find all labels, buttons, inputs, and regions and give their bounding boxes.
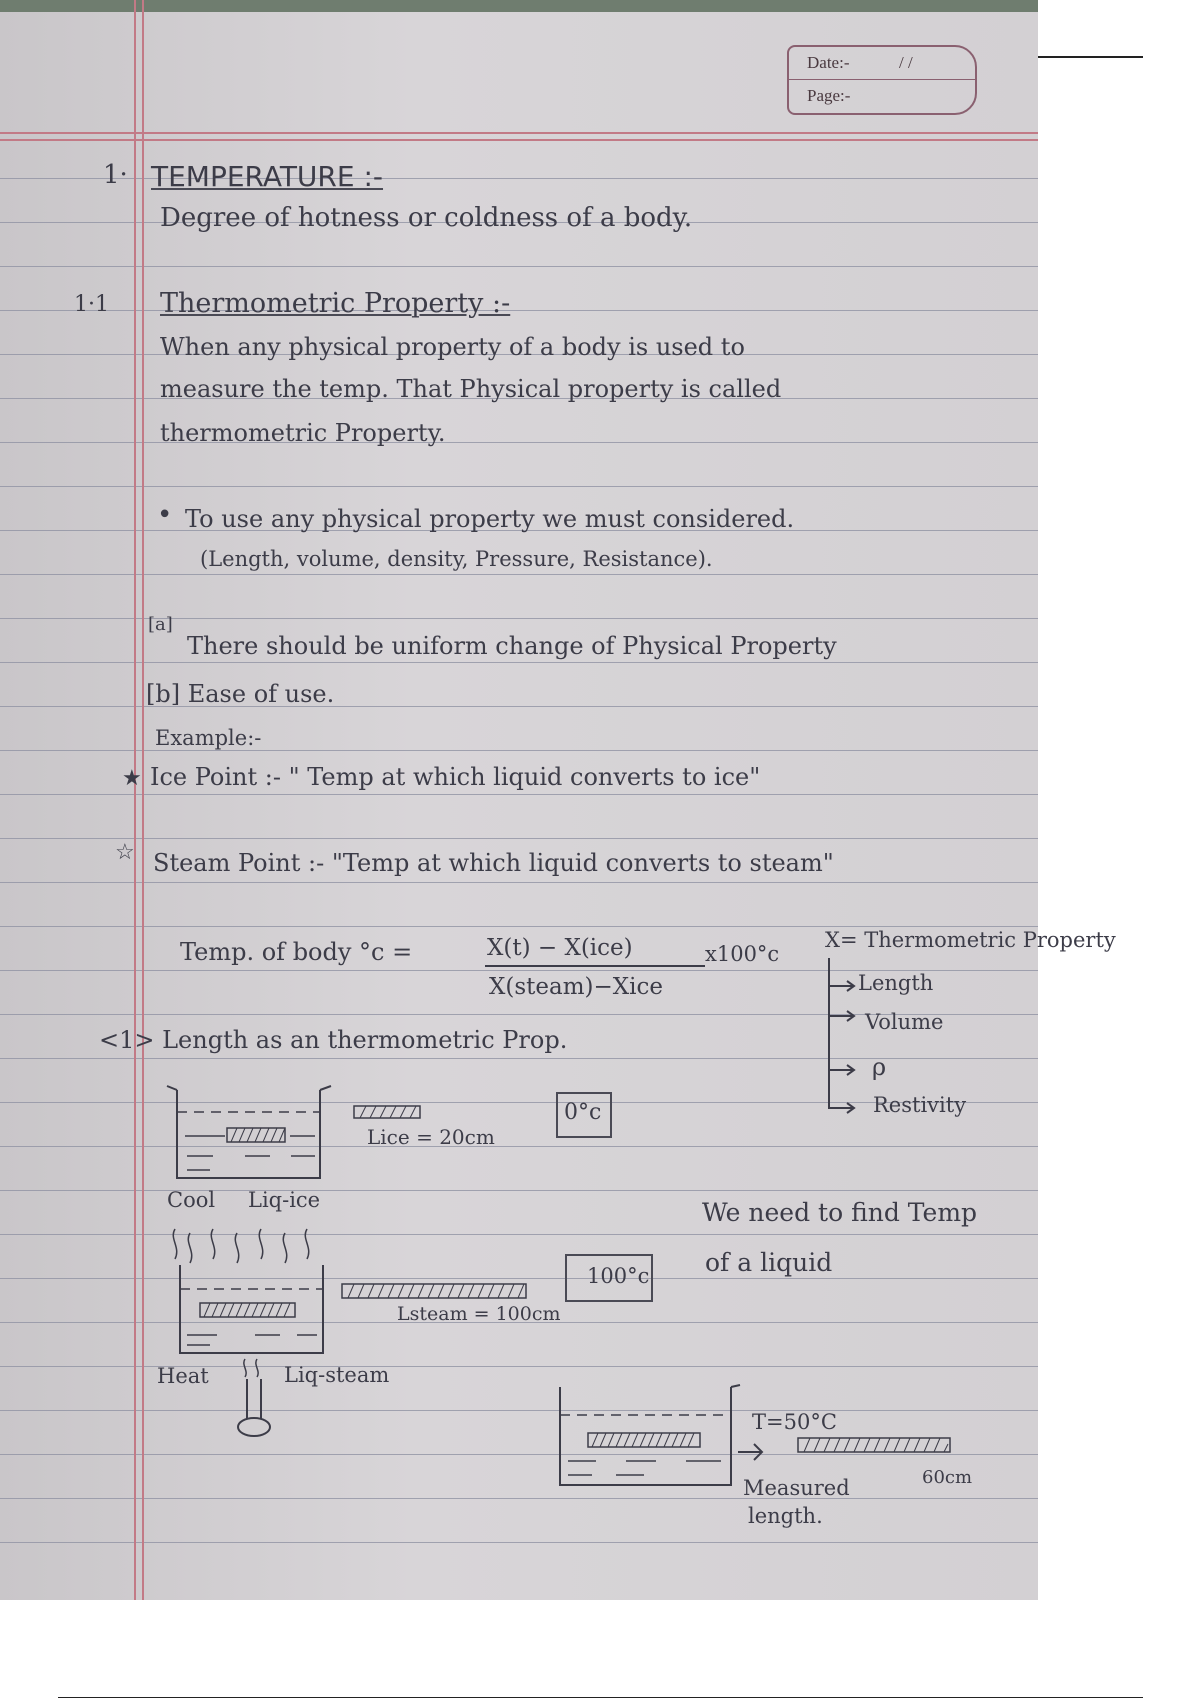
section-title: TEMPERATURE :-	[151, 160, 384, 193]
formula-numerator: X(t) − X(ice)	[487, 935, 633, 961]
formula-denominator: X(steam)−Xice	[489, 974, 663, 1000]
example-label: Example:-	[155, 726, 262, 750]
ice-rod-icon	[352, 1104, 424, 1122]
measured-label: Measured	[743, 1476, 850, 1500]
bullet-text-line: To use any physical property we must considered.	[185, 505, 795, 533]
legend-item: Volume	[865, 1010, 944, 1034]
steam-rod-icon	[340, 1282, 530, 1304]
legend-title: X= Thermometric Property	[825, 928, 1116, 952]
legend-item: Restivity	[873, 1093, 967, 1117]
bottom-rule	[58, 1697, 1143, 1698]
ice-temp-box	[556, 1092, 612, 1138]
measured-beaker-sketch	[556, 1385, 756, 1495]
property-text-line: When any physical property of a body is used to	[160, 333, 745, 361]
cool-label: Cool	[167, 1188, 216, 1212]
condition-a-text: There should be uniform change of Physical Property	[187, 632, 837, 660]
arrow-icon	[736, 1440, 766, 1464]
need-text-line: of a liquid	[705, 1248, 833, 1277]
ice-point-text: Ice Point :- " Temp at which liquid converts to ice"	[150, 763, 761, 791]
page-top-edge	[0, 0, 1038, 12]
condition-b-text: [b] Ease of use.	[146, 680, 335, 708]
ice-length-label: Lice = 20cm	[367, 1125, 495, 1149]
date-value: / /	[899, 53, 913, 72]
measured-rod-icon	[796, 1436, 956, 1456]
measured-temp-label: T=50°C	[752, 1410, 837, 1434]
steam-point-text: Steam Point :- "Temp at which liquid converts to steam"	[153, 849, 834, 877]
condition-a-label: [a]	[148, 614, 173, 635]
burner-icon	[231, 1355, 281, 1445]
steam-liquid-label: Liq-steam	[284, 1363, 390, 1387]
property-text-line: measure the temp. That Physical property is called	[160, 375, 782, 403]
definition-text: Degree of hotness or coldness of a body.	[160, 203, 693, 233]
date-page-box	[787, 45, 977, 115]
section-number: 1·	[103, 160, 128, 190]
formula-multiplier: x100°c	[705, 942, 780, 966]
steam-length-label: Lsteam = 100cm	[397, 1303, 561, 1325]
top-right-rule	[1038, 56, 1143, 58]
subsection-title: Thermometric Property :-	[160, 288, 511, 319]
length-subsection-title: <1> Length as an thermometric Prop.	[99, 1026, 568, 1054]
subsection-number: 1·1	[74, 292, 109, 317]
heat-label: Heat	[157, 1364, 209, 1388]
bullet-dot: •	[157, 500, 173, 530]
steam-temp-label: 100°c	[587, 1264, 650, 1288]
bullet-list-text: (Length, volume, density, Pressure, Resistance).	[200, 547, 713, 571]
property-text-line: thermometric Property.	[160, 419, 446, 447]
formula-lhs: Temp. of body °c =	[180, 938, 413, 966]
need-text-line: We need to find Temp	[702, 1198, 978, 1227]
measured-label: length.	[748, 1504, 823, 1528]
date-label: Date:-	[807, 53, 850, 72]
star-outline-icon: ☆	[115, 840, 135, 865]
legend-item: Length	[858, 971, 934, 995]
steam-temp-box	[565, 1254, 653, 1302]
measured-value-label: 60cm	[922, 1467, 973, 1488]
ice-temp-label: 0°c	[564, 1100, 602, 1125]
ice-liquid-label: Liq-ice	[248, 1188, 321, 1212]
ice-beaker-sketch	[165, 1086, 335, 1196]
legend-item: ρ	[872, 1053, 887, 1081]
fraction-bar	[485, 965, 705, 967]
page-label: Page:-	[807, 86, 851, 105]
star-icon: ★	[122, 766, 142, 791]
